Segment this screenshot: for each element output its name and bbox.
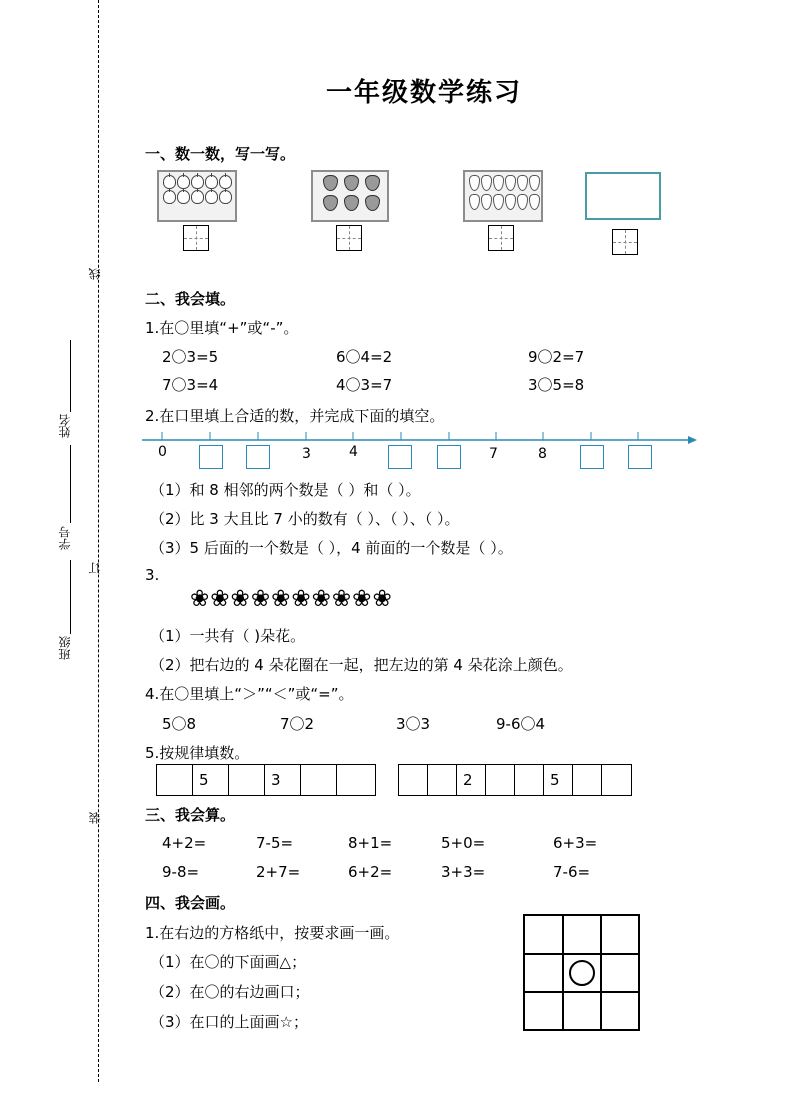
q1-instruction: 1.在〇里填“+”或“-”。 xyxy=(145,319,299,337)
q1-expr: 4〇3=7 xyxy=(336,376,393,394)
id-label: 学号 xyxy=(58,526,72,550)
section-2-heading: 二、我会填。 xyxy=(145,290,236,308)
number-line-answer-box[interactable] xyxy=(628,445,652,469)
number-line-answer-box[interactable] xyxy=(388,445,412,469)
tick-label: 0 xyxy=(158,444,167,460)
pear-icon-group xyxy=(469,175,540,210)
q4-expr: 5〇8 xyxy=(162,715,197,733)
grid-line xyxy=(525,991,638,993)
draw-sub-question: （1）在〇的下面画△； xyxy=(150,953,307,971)
strawberry-picture xyxy=(311,170,389,222)
pear-icon xyxy=(493,194,504,210)
calc-expr: 4+2= xyxy=(162,834,207,852)
number-line xyxy=(140,428,700,448)
flower-row: ❀❀❀❀❀❀❀❀❀❀ xyxy=(190,586,393,612)
section-4-heading: 四、我会画。 xyxy=(145,894,236,912)
pear-icon xyxy=(469,175,480,191)
apple-icon xyxy=(177,175,190,189)
q1-expr: 6〇4=2 xyxy=(336,348,393,366)
q2-sub-question: （1）和 8 相邻的两个数是（ ）和（ ）。 xyxy=(150,481,421,499)
apple-icon-group xyxy=(163,175,232,204)
circle-shape xyxy=(569,960,595,986)
pear-icon xyxy=(481,175,492,191)
pear-icon xyxy=(469,194,480,210)
margin-ding: 订 xyxy=(88,562,102,574)
calc-expr: 7-6= xyxy=(553,863,591,881)
tick-label: 7 xyxy=(489,446,498,462)
tick-label: 4 xyxy=(349,444,358,460)
number-line-answer-box[interactable] xyxy=(437,445,461,469)
apple-icon xyxy=(219,190,232,204)
draw-sub-question: （3）在口的上面画☆； xyxy=(150,1013,308,1031)
sequence-cell: 2 xyxy=(457,765,486,795)
sequence-cell[interactable] xyxy=(301,765,337,795)
calc-expr: 6+2= xyxy=(348,863,393,881)
strawberry-icon xyxy=(344,175,359,191)
sequence-cell[interactable] xyxy=(602,765,631,795)
sequence-cell: 5 xyxy=(193,765,229,795)
q3-sub-question: （1）一共有（ )朵花。 xyxy=(150,627,306,645)
class-write-line xyxy=(70,560,71,634)
calc-expr: 7-5= xyxy=(256,834,294,852)
number-line-answer-box[interactable] xyxy=(246,445,270,469)
q4-instruction: 4.在〇里填上“＞”“＜”或“=”。 xyxy=(145,685,354,703)
margin-zhuang: 装 xyxy=(88,812,102,824)
sequence-cell: 3 xyxy=(265,765,301,795)
calc-expr: 2+7= xyxy=(256,863,301,881)
q1-expr: 9〇2=7 xyxy=(528,348,585,366)
number-line-answer-box[interactable] xyxy=(199,445,223,469)
empty-picture-frame xyxy=(585,172,661,220)
strawberry-icon xyxy=(323,195,338,211)
q4-expr: 3〇3 xyxy=(396,715,431,733)
sequence-cell[interactable] xyxy=(229,765,265,795)
pear-picture xyxy=(463,170,543,222)
q1-expr: 3〇5=8 xyxy=(528,376,585,394)
sequence-row-1 xyxy=(156,764,376,796)
calc-expr: 8+1= xyxy=(348,834,393,852)
pear-icon xyxy=(505,194,516,210)
grid-line xyxy=(600,916,602,1029)
sequence-cell[interactable] xyxy=(157,765,193,795)
q3-sub-question: （2）把右边的 4 朵花圈在一起，把左边的第 4 朵花涂上颜色。 xyxy=(150,656,573,674)
strawberry-icon xyxy=(365,195,380,211)
sequence-cell[interactable] xyxy=(399,765,428,795)
strawberry-icon xyxy=(323,175,338,191)
sequence-cell[interactable] xyxy=(337,765,375,795)
binding-dashed-line xyxy=(98,0,99,1082)
name-write-line xyxy=(70,340,71,412)
pear-icon xyxy=(493,175,504,191)
apple-icon xyxy=(177,190,190,204)
apple-icon xyxy=(191,175,204,189)
pear-icon xyxy=(529,175,540,191)
sequence-row-2 xyxy=(398,764,632,796)
sequence-cell[interactable] xyxy=(573,765,602,795)
q5-instruction: 5.按规律填数。 xyxy=(145,744,250,762)
apple-icon xyxy=(205,175,218,189)
q3-label: 3. xyxy=(145,566,160,584)
calc-expr: 6+3= xyxy=(553,834,598,852)
answer-box-apples[interactable] xyxy=(183,225,209,251)
sequence-cell[interactable] xyxy=(515,765,544,795)
strawberry-icon xyxy=(365,175,380,191)
q1-expr: 2〇3=5 xyxy=(162,348,219,366)
answer-box-empty[interactable] xyxy=(612,229,638,255)
calc-expr: 3+3= xyxy=(441,863,486,881)
q2-sub-question: （2）比 3 大且比 7 小的数有（ ）、（ ）、（ ）。 xyxy=(150,510,460,528)
drawing-grid[interactable] xyxy=(523,914,640,1031)
pear-icon xyxy=(517,175,528,191)
number-line-answer-box[interactable] xyxy=(580,445,604,469)
grid-line xyxy=(525,953,638,955)
section-1-heading: 一、数一数，写一写。 xyxy=(145,145,296,163)
apple-icon xyxy=(205,190,218,204)
answer-box-pears[interactable] xyxy=(488,225,514,251)
class-label: 班级 xyxy=(58,636,72,660)
pear-icon xyxy=(529,194,540,210)
apple-icon xyxy=(191,190,204,204)
sequence-cell[interactable] xyxy=(428,765,457,795)
grid-line xyxy=(562,916,564,1029)
tick-label: 8 xyxy=(538,446,547,462)
strawberry-icon-group xyxy=(323,175,380,211)
page-title: 一年级数学练习 xyxy=(326,78,523,108)
answer-box-strawberries[interactable] xyxy=(336,225,362,251)
pear-icon xyxy=(481,194,492,210)
strawberry-icon xyxy=(344,195,359,211)
pear-icon xyxy=(517,194,528,210)
apple-icon xyxy=(163,175,176,189)
margin-xian: 线 xyxy=(88,268,102,280)
q4-expr: 9-6〇4 xyxy=(496,715,546,733)
q2-instruction: 2.在口里填上合适的数，并完成下面的填空。 xyxy=(145,407,445,425)
q4-expr: 7〇2 xyxy=(280,715,315,733)
section-3-heading: 三、我会算。 xyxy=(145,806,236,824)
pear-icon xyxy=(505,175,516,191)
apple-icon xyxy=(219,175,232,189)
tick-label: 3 xyxy=(302,446,311,462)
apple-icon xyxy=(163,190,176,204)
sequence-cell: 5 xyxy=(544,765,573,795)
draw-instruction: 1.在右边的方格纸中，按要求画一画。 xyxy=(145,924,400,942)
q1-expr: 7〇3=4 xyxy=(162,376,219,394)
name-label: 姓名 xyxy=(58,414,72,438)
id-write-line xyxy=(70,445,71,523)
draw-sub-question: （2）在〇的右边画口； xyxy=(150,983,310,1001)
q2-sub-question: （3）5 后面的一个数是（ ），4 前面的一个数是（ ）。 xyxy=(150,539,513,557)
calc-expr: 5+0= xyxy=(441,834,486,852)
calc-expr: 9-8= xyxy=(162,863,200,881)
sequence-cell[interactable] xyxy=(486,765,515,795)
apple-picture xyxy=(157,170,237,222)
